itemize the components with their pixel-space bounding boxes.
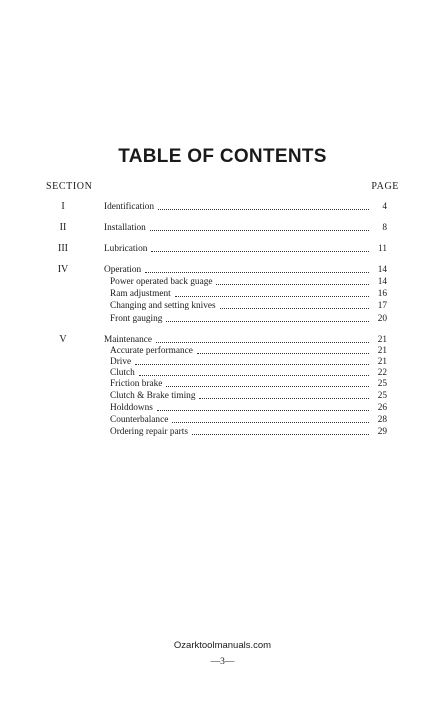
entry-page: 8	[382, 223, 387, 233]
toc-subentry[interactable]	[110, 402, 387, 414]
dot-leader	[166, 320, 369, 322]
entry-label: Changing and setting knives	[110, 301, 216, 311]
toc-entry[interactable]	[104, 222, 387, 234]
section-number: I	[61, 201, 65, 212]
dot-leader	[156, 341, 369, 343]
toc-subentry[interactable]	[110, 426, 387, 438]
toc-subentry[interactable]	[110, 288, 387, 300]
entry-label: Maintenance	[104, 335, 153, 345]
toc-entry[interactable]	[104, 264, 387, 276]
entry-label: Front gauging	[110, 314, 163, 324]
dot-leader	[139, 374, 369, 376]
entry-page: 20	[377, 314, 387, 324]
entry-page: 25	[377, 391, 387, 401]
toc-row	[52, 201, 387, 213]
entry-page: 26	[377, 403, 387, 413]
entry-label: Lubrication	[104, 244, 148, 254]
entry-page: 25	[377, 379, 387, 389]
toc-row	[52, 426, 387, 438]
page-column-header: PAGE	[371, 181, 399, 192]
entry-label: Clutch	[110, 368, 135, 378]
toc-row	[52, 414, 387, 426]
section-number: IV	[57, 264, 69, 275]
dot-leader	[197, 352, 369, 354]
entry-label: Ram adjustment	[110, 289, 171, 299]
section-column-header: SECTION	[46, 181, 93, 192]
entry-label: Operation	[104, 265, 142, 275]
dot-leader	[145, 271, 369, 273]
footer-website: Ozarktoolmanuals.com	[173, 640, 272, 651]
toc-subentry[interactable]	[110, 276, 387, 288]
entry-page: 14	[377, 265, 387, 275]
toc-row	[52, 288, 387, 300]
dot-leader	[135, 363, 369, 365]
toc-subentry[interactable]	[110, 378, 387, 390]
entry-page: 21	[377, 357, 387, 367]
entry-page: 21	[377, 335, 387, 345]
entry-label: Friction brake	[110, 379, 163, 389]
toc-row	[52, 313, 387, 325]
section-number: II	[59, 222, 67, 233]
entry-label: Clutch & Brake timing	[110, 391, 196, 401]
toc-entry[interactable]	[104, 201, 387, 213]
dot-leader	[158, 208, 369, 210]
entry-page: 11	[378, 244, 387, 254]
toc-subentry[interactable]	[110, 414, 387, 426]
entry-label: Identification	[104, 202, 155, 212]
dot-leader	[220, 307, 369, 309]
section-number: V	[59, 334, 67, 345]
toc-subentry[interactable]	[110, 313, 387, 325]
entry-label: Ordering repair parts	[110, 427, 188, 437]
dot-leader	[150, 229, 369, 231]
entry-page: 29	[377, 427, 387, 437]
dot-leader	[166, 385, 369, 387]
entry-label: Holddowns	[110, 403, 153, 413]
entry-page: 4	[382, 202, 387, 212]
dot-leader	[157, 409, 369, 411]
entry-label: Drive	[110, 357, 132, 367]
entry-page: 22	[377, 368, 387, 378]
toc-row	[52, 222, 387, 234]
entry-page: 28	[377, 415, 387, 425]
footer-page-number: —3—	[210, 657, 235, 667]
entry-label: Installation	[104, 223, 146, 233]
entry-page: 17	[377, 301, 387, 311]
toc-row	[52, 402, 387, 414]
section-number: III	[58, 243, 68, 254]
toc-row	[52, 300, 387, 312]
toc-row	[52, 243, 387, 255]
toc-subentry[interactable]	[110, 300, 387, 312]
dot-leader	[172, 421, 369, 423]
toc-row	[52, 378, 387, 390]
entry-page: 16	[377, 289, 387, 299]
toc-row	[52, 276, 387, 288]
toc-entry[interactable]	[104, 243, 387, 255]
entry-page: 21	[377, 346, 387, 356]
toc-row	[52, 264, 387, 276]
dot-leader	[216, 283, 369, 285]
dot-leader	[175, 295, 369, 297]
entry-label: Accurate performance	[110, 346, 193, 356]
dot-leader	[192, 433, 369, 435]
toc-row	[52, 390, 387, 402]
entry-label: Counterbalance	[110, 415, 169, 425]
dot-leader	[199, 397, 369, 399]
toc-subentry[interactable]	[110, 390, 387, 402]
entry-page: 14	[377, 277, 387, 287]
page-title: TABLE OF CONTENTS	[118, 146, 327, 167]
dot-leader	[151, 250, 369, 252]
entry-label: Power operated back guage	[110, 277, 213, 287]
